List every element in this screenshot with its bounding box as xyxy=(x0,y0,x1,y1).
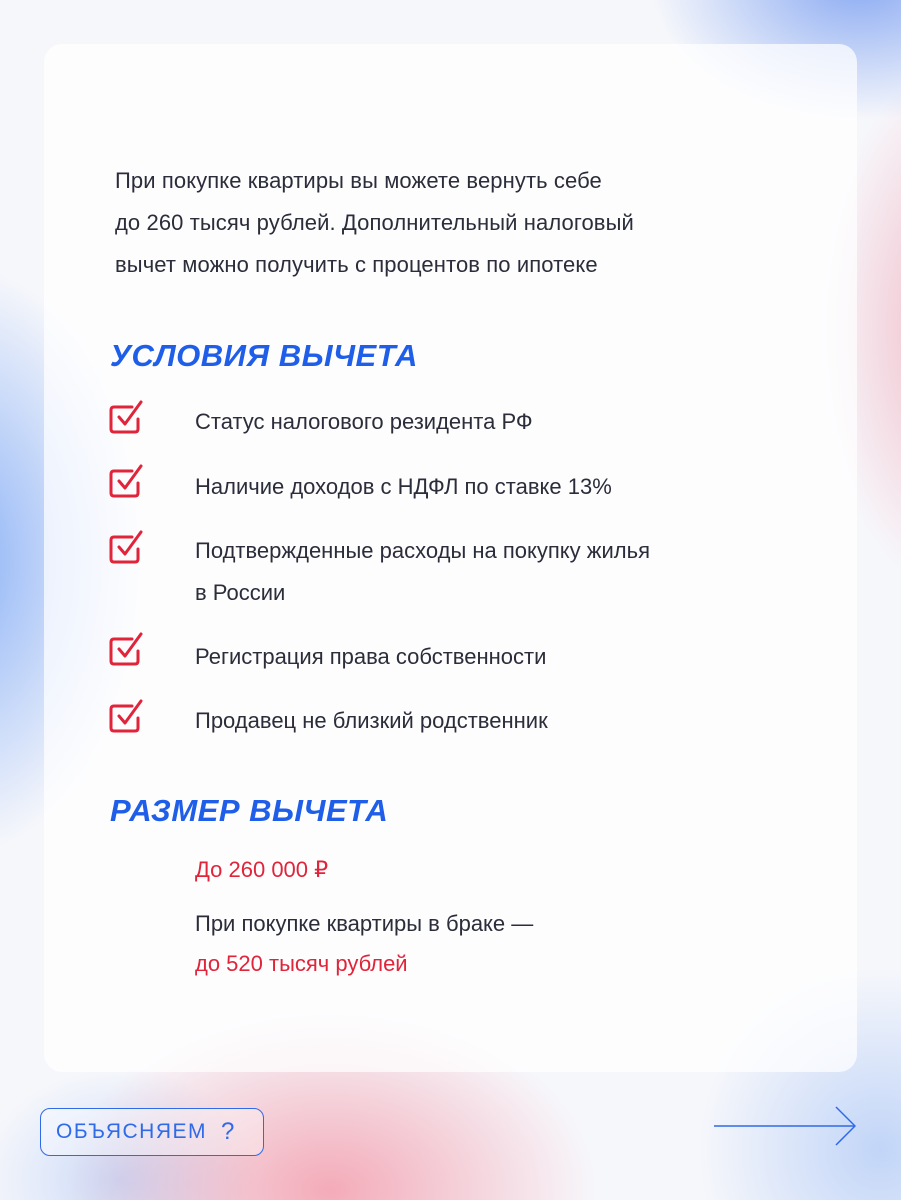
condition-line: Наличие доходов с НДФЛ по ставке 13% xyxy=(195,474,612,499)
condition-text xyxy=(195,636,815,678)
marriage-note-amount: до 520 тысяч рублей xyxy=(195,951,408,976)
condition-text xyxy=(195,700,815,742)
checkbox-check-icon xyxy=(107,697,145,735)
condition-text xyxy=(195,530,815,614)
checkbox-check-icon xyxy=(107,630,145,668)
checkbox-check-icon xyxy=(107,462,145,500)
marriage-note xyxy=(195,904,533,984)
intro-line: вычет можно получить с процентов по ипотеке xyxy=(115,252,598,277)
condition-line: в России xyxy=(195,580,286,605)
condition-line: Подтвержденные расходы на покупку жилья xyxy=(195,538,651,563)
checkbox-check-icon xyxy=(107,528,145,566)
explain-badge xyxy=(40,1108,264,1156)
intro-line: При покупке квартиры вы можете вернуть себе xyxy=(115,168,602,193)
checkbox-check-icon xyxy=(107,398,145,436)
condition-line: Продавец не близкий родственник xyxy=(195,708,548,733)
condition-text xyxy=(195,401,815,443)
deduction-amount: До 260 000 ₽ xyxy=(195,857,329,882)
condition-line: Статус налогового резидента РФ xyxy=(195,409,533,434)
size-heading: РАЗМЕР ВЫЧЕТА xyxy=(110,793,389,828)
question-icon: ? xyxy=(221,1118,235,1145)
explain-badge-label: ОБЪЯСНЯЕМ xyxy=(56,1120,208,1143)
intro-text xyxy=(115,160,795,286)
conditions-heading: УСЛОВИЯ ВЫЧЕТА xyxy=(110,338,418,373)
arrow-right-icon[interactable] xyxy=(714,1104,860,1148)
marriage-note-line: При покупке квартиры в браке — xyxy=(195,911,534,936)
intro-line: до 260 тысяч рублей. Дополнительный налоговый xyxy=(115,210,634,235)
condition-line: Регистрация права собственности xyxy=(195,644,547,669)
condition-text xyxy=(195,466,815,508)
